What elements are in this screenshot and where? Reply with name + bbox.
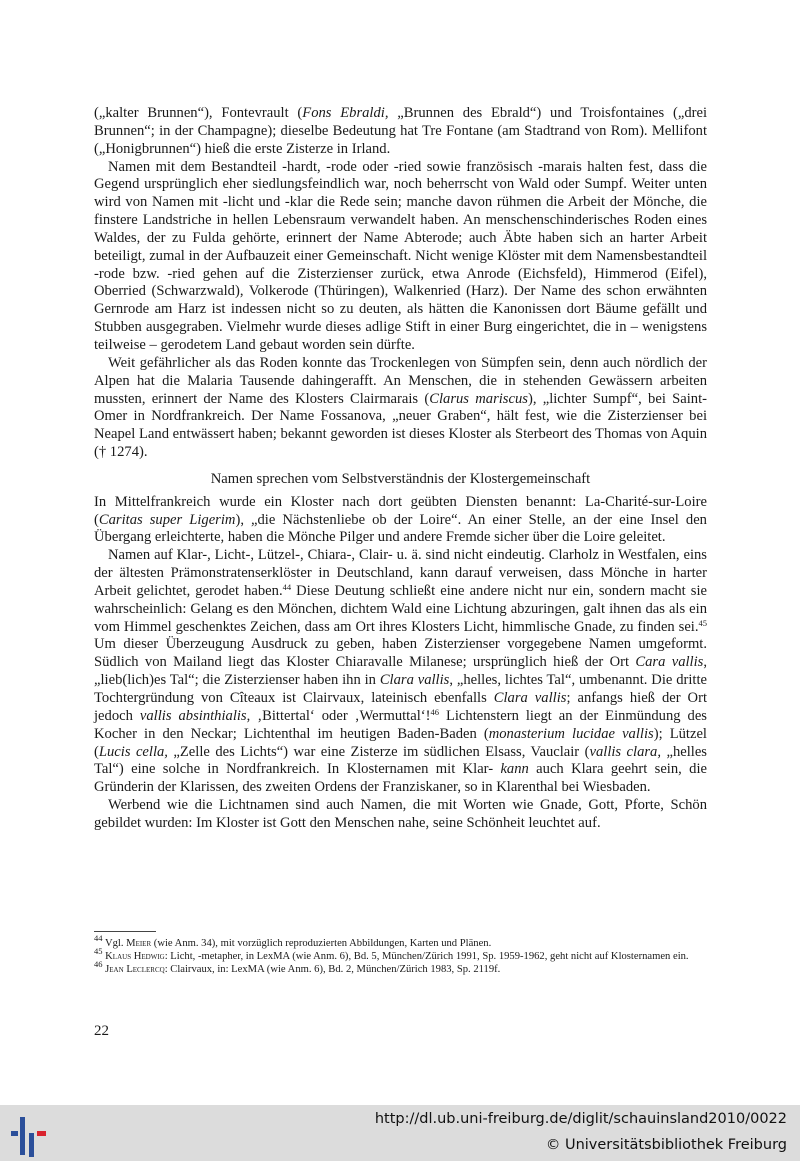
- paragraph-5: [94, 547, 707, 797]
- text-run: Namen auf Klar-, Licht-, Lützel-, Chiara-, Clair- u. ä. sind nicht eindeutig. Clarholz in Westfalen, eins der ältesten Prämonstratenserklöster in Deutschland, kann darauf verweisen, dass Mönche in harter Arbeit gelichtet, gerodet haben.: [94, 547, 707, 599]
- text-run: ), „lichter Sumpf“, bei Saint-Omer in Nordfrankreich. Der Name Fossanova, „neuer Graben“, hält fest, wie die Zisterzienser bei Neapel Land entwässert haben; bekannt geworden ist dieses Kloster als Sterbeort des Thomas von Aquin († 1274).: [94, 390, 708, 461]
- text-run: : Clairvaux, in: LexMA (wie Anm. 6), Bd. 2, München/Zürich 1983, Sp. 2119f.: [164, 963, 501, 975]
- footnote-ref: 46: [94, 958, 103, 969]
- footnote-ref: 45: [94, 945, 103, 956]
- text-run: Namen mit dem Bestandteil -hardt, -rode oder -ried sowie französisch -marais halten fest, dass die Gegend ursprünglich eher siedlungsfeindlich war, noch beherrscht von Wald oder Sumpf. Weiter unten wird von Namen mit -licht und -klar die Rede sein; manche davon rühmen die Arbeit der Mönche, die finstere Landstriche in hellen Lebensraum verwandelt haben. An menschenschinderisches Roden eines Waldes, der zu Fulda gehörte, erinnert der Name Abterode; auch Äbte haben sich an harter Arbeit beteiligt, zumal in der Aufbauzeit einer Gemeinschaft. Nicht wenige Klöster mit dem Namensbestandteil -rode bzw. -ried gehen auf die Zisterzienser zurück, etwa Anrode (Eichsfeld), Himmerod (Eifel), Oberried (Schwarzwald), Volkerode (Thüringen), Walkenried (Harz). Der Name des schon erwähnten Gernrode am Harz ist indessen nicht so zu deuten, als hätten die Kanonissen dort Bäume gefällt und Stubben ausgegraben. Vielmehr wurde dieses adlige Stift in einer Burg eingerichtet, die in – wenigstens teilweise – gerodetem Land gebaut worden sein dürfte.: [94, 158, 707, 353]
- text-run: , „helles, lichtes Tal“, umbenannt. Die dritte Tochtergründung von Cîteaux ist Clairvaux, lateinisch ebenfalls: [94, 672, 708, 706]
- footer-url-link[interactable]: http://dl.ub.uni-freiburg.de/diglit/schauinsland2010/0022: [374, 1111, 787, 1127]
- footnote-divider: [94, 931, 156, 932]
- italic-text: Cara vallis: [635, 654, 704, 671]
- text-run: ); Lützel (: [94, 725, 707, 760]
- italic-text: Fons Ebraldi,: [302, 105, 389, 121]
- text-run: Lichtenstern liegt an der Einmündung des Kocher in den Neckar; Lichtenthal im heutigen Baden-Baden (: [94, 707, 707, 742]
- text-run: , „lieb(lich)es Tal“; die Zisterzienser haben ihn in: [94, 654, 707, 689]
- text-run: : Licht, -metapher, in LexMA (wie Anm. 6), Bd. 5, München/Zürich 1991, Sp. 1959-1962, geht nicht auf Klosternamen ein.: [164, 950, 689, 962]
- text-run: auch Klara geehrt sein, die Gründerin der Klarissen, des zweiten Ordens der Franziskaner, so in Klarenthal bei Wiesbaden.: [94, 761, 707, 796]
- text-run: („kalter Brunnen“), Fontevrault (: [94, 105, 303, 121]
- italic-text: vallis clara,: [589, 743, 662, 760]
- text-run: Werbend wie die Lichtnamen sind auch Namen, die mit Worten wie Gnade, Gott, Pforte, Schön gebildet wurden: Im Kloster ist Gott den Menschen nahe, seine Schönheit leuchtet auf.: [94, 797, 707, 831]
- text-run: ; anfangs hieß der Ort jedoch: [94, 690, 708, 724]
- footnote-44: [94, 933, 707, 951]
- italic-text: Clarus mariscus: [429, 390, 528, 407]
- footnotes: [94, 933, 707, 976]
- italic-text: Lucis cella,: [98, 743, 168, 760]
- footer-bar: [0, 1105, 800, 1161]
- italic-text: monasterium lucidae vallis: [488, 725, 654, 742]
- paragraph-3: [94, 355, 707, 462]
- text-run: „helles Tal“) eine solche in Nordfrankreich. In Klosternamen mit Klar-: [94, 743, 707, 778]
- footnote-46: [94, 958, 707, 977]
- italic-text: kann: [500, 761, 529, 778]
- paragraph-6: [94, 797, 707, 833]
- footnote-ref: 44: [94, 933, 103, 943]
- paragraph-1: [94, 105, 707, 159]
- text-run: Diese Deutung schließt eine andere nicht nur ein, sondern macht sie wahrscheinlich: Gelang es den Mönchen, dichtem Wald eine Lichtung abzuringen, galt ihnen das als ein vom Himmel geschenktes Zeichen, dass am Ort ihres Klosters Licht, himmlische Gnade, zu finden sei.: [94, 582, 708, 635]
- footnote-ref: 45: [698, 617, 707, 628]
- page-body: [94, 105, 707, 833]
- author-name: Jean Leclercq: [105, 963, 165, 975]
- text-run: Vgl.: [102, 938, 127, 949]
- text-run: Weit gefährlicher als das Roden konnte das Trockenlegen von Sümpfen sein, denn auch nördlich der Alpen hat die Malaria Tausende dahingerafft. An Menschen, die in stehenden Gewässern arbeiten mussten, erinnert der Name des Klosters Clairmarais (: [94, 354, 707, 407]
- paragraph-2: [94, 159, 707, 355]
- author-name: Meier: [126, 938, 152, 949]
- text-run: „Brunnen des Ebrald“) und Troisfontaines („drei Brunnen“; in der Champagne); dieselbe Bedeutung hat Tre Fontane (am Stadtrand von Rom). Mellifont („Honigbrunnen“) hieß die erste Zisterze in Irland.: [94, 105, 708, 157]
- text-run: Um dieser Überzeugung Ausdruck zu geben, haben Zisterzienser vorgegebene Namen umgeformt. Südlich von Mailand liegt das Kloster Chiaravalle Milanese; ursprünglich hieß der Ort: [94, 636, 707, 671]
- italic-text: vallis absinthialis: [139, 707, 247, 724]
- paragraph-4: [94, 494, 707, 548]
- italic-text: Clara vallis: [493, 690, 567, 706]
- text-run: ), „die Nächstenliebe ob der Loire“. An einer Stelle, an der eine Insel den Übergang erleichterte, haben die Mönche Pilger und andere Fremde sicher über die Loire geleitet.: [94, 511, 707, 546]
- text-run: , ‚Bittertal‘ oder ‚Wermuttal‘!: [246, 707, 431, 724]
- section-heading: Namen sprechen vom Selbstverständnis der Klostergemeinschaft: [210, 470, 591, 487]
- text-run: (wie Anm. 34), mit vorzüglich reproduzierten Abbildungen, Karten und Plänen.: [151, 938, 492, 949]
- text-run: „Zelle des Lichts“) war eine Zisterze im südlichen Elsass, Vauclair (: [167, 743, 590, 760]
- italic-text: Caritas super Ligerim: [98, 511, 236, 528]
- footnote-ref: 44: [282, 581, 292, 592]
- ub-freiburg-logo-icon[interactable]: [9, 1109, 49, 1159]
- text-run: In Mittelfrankreich wurde ein Kloster nach dort geübten Diensten benannt: La-Charité-sur-Loire (: [94, 493, 707, 528]
- author-name: Klaus Hedwig: [105, 950, 165, 962]
- footer-copyright: © Universitätsbibliothek Freiburg: [545, 1137, 787, 1153]
- footnote-ref: 46: [430, 706, 439, 717]
- page-number: 22: [94, 1023, 109, 1039]
- footnote-45: [94, 945, 707, 964]
- italic-text: Clara vallis: [379, 672, 450, 689]
